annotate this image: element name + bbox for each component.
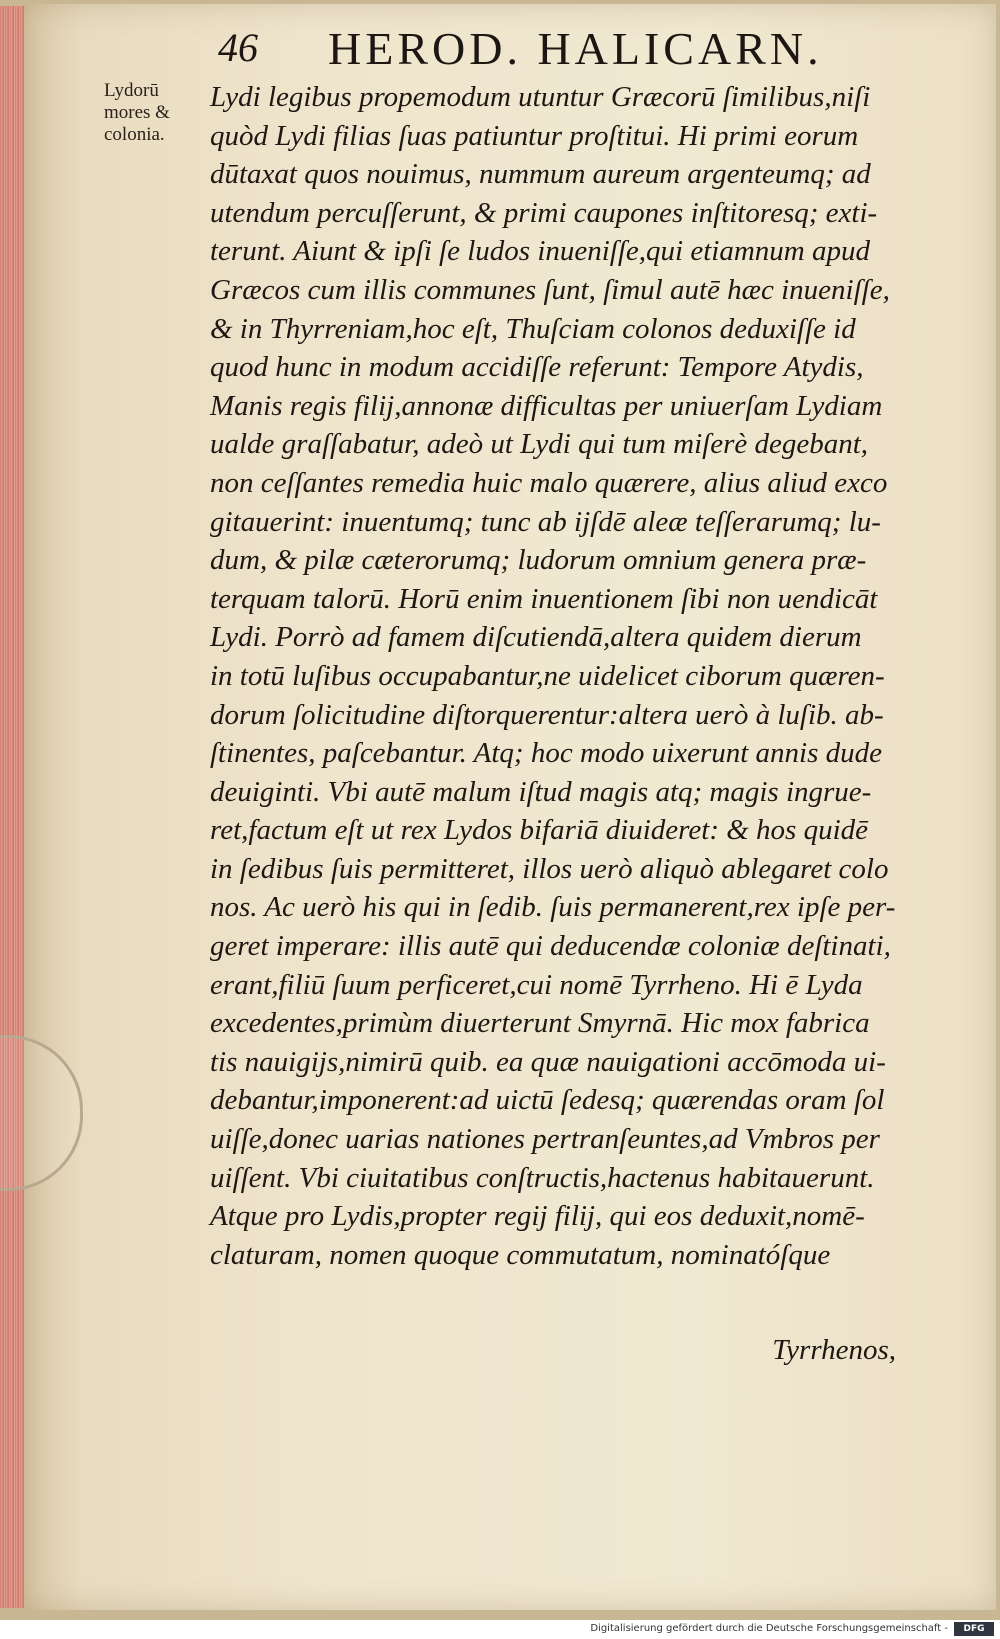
running-title: HEROD. HALICARN. (328, 23, 823, 74)
text-line: tis nauigijs,nimirū quib. ea quæ nauigationi accōmoda ui- (210, 1045, 886, 1078)
text-line: utendum percuſſerunt, & primi caupones inſtitoresq; exti- (210, 196, 878, 229)
text-line: geret imperare: illis autē qui deducendæ coloniæ deſtinati, (210, 930, 891, 963)
text-line: Lydi. Porrò ad famem diſcutiendā,altera quidem dierum (210, 621, 862, 654)
text-line: & in Thyrreniam,hoc eſt, Thuſciam colonos deduxiſſe id (210, 312, 856, 345)
page-edge (0, 6, 27, 1608)
dfg-logo: DFG (954, 1622, 994, 1636)
text-line: nos. Ac uerò his qui in ſedib. ſuis permanerent,rex ipſe per- (210, 891, 896, 924)
text-line: Manis regis filij,annonæ difficultas per uniuerſam Lydiam (210, 389, 883, 422)
margin-note-line: mores & (104, 102, 170, 123)
text-line: uiſſe,donec uarias nationes pertranſeuntes,ad Vmbros per (210, 1123, 880, 1156)
page-header (218, 18, 918, 74)
text-line: ſtinentes, paſcebantur. Atq; hoc modo uixerunt annis dude (210, 737, 883, 770)
text-line: deuiginti. Vbi autē malum iſtud magis atq; magis ingrue- (210, 775, 872, 808)
text-line: erant,filiū ſuum perficeret,cui nomē Tyrrheno. Hi ē Lyda (210, 968, 863, 1001)
text-line: in totū luſibus occupabantur,ne uidelicet ciborum quæren- (210, 659, 885, 692)
body-text (210, 78, 896, 1274)
text-line: dūtaxat quos nouimus, nummum aureum argenteumq; ad (210, 158, 871, 191)
text-line: dorum ſolicitudine diſtorquerentur:altera uerò à luſib. ab- (210, 698, 884, 731)
footer (0, 1620, 1000, 1639)
text-line: in ſedibus ſuis permitteret, illos uerò aliquò ablegaret colo (210, 852, 889, 885)
text-line: terquam talorū. Horū enim inuentionem ſibi non uendicāt (210, 582, 878, 615)
text-line: ret,factum eſt ut rex Lydos bifariā diuideret: & hos quidē (210, 814, 868, 847)
footer-credit: Digitalisierung gefördert durch die Deutsche Forschungsgemeinschaft - (590, 1623, 948, 1634)
text-line: Græcos cum illis communes ſunt, ſimul autē hæc inueniſſe, (210, 273, 890, 306)
margin-note-line: Lydorū (104, 80, 159, 101)
text-line: claturam, nomen quoque commutatum, nominatóſque (210, 1238, 831, 1271)
text-line: non ceſſantes remedia huic malo quærere, alius aliud exco (210, 466, 888, 499)
text-line: terunt. Aiunt & ipſi ſe ludos inueniſſe,qui etiamnum apud (210, 235, 870, 268)
margin-note (104, 80, 204, 146)
margin-note-line: colonia. (104, 124, 165, 145)
text-line: Lydi legibus propemodum utuntur Græcorū ſimilibus,niſi (210, 81, 871, 113)
text-line: excedentes,primùm diuerterunt Smyrnā. Hic mox fabrica (210, 1007, 870, 1040)
text-line: gitauerint: inuentumq; tunc ab ijſdē aleæ teſſerarumq; lu- (210, 505, 881, 538)
text-line: quòd Lydi filias ſuas patiuntur proſtitui. Hi primi eorum (210, 119, 859, 152)
text-line: ualde graſſabatur, adeò ut Lydi qui tum miſerè degebant, (210, 428, 869, 461)
catchword: Tyrrhenos, (772, 1334, 896, 1366)
text-line: Atque pro Lydis,propter regij filij, qui eos deduxit,nomē- (210, 1200, 865, 1233)
text-line: uiſſent. Vbi ciuitatibus conſtructis,hactenus habitauerunt. (210, 1161, 875, 1194)
text-line: dum, & pilæ cæterorumq; ludorum omnium genera præ- (210, 544, 867, 577)
page-number: 46 (218, 25, 258, 70)
text-line: quod hunc in modum accidiſſe referunt: Tempore Atydis, (210, 351, 864, 384)
text-line: debantur,imponerent:ad uictū ſedesq; quærendas oram ſol (210, 1084, 885, 1117)
